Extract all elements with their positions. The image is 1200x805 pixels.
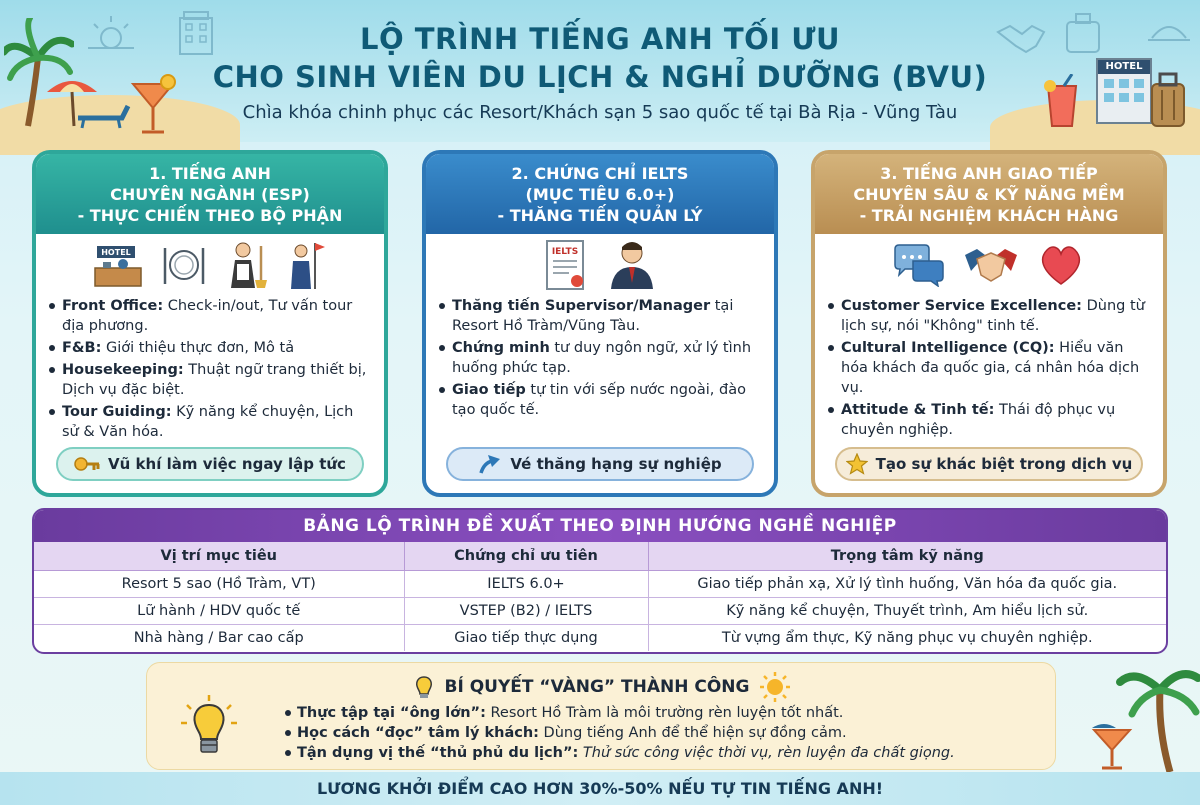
plate-cutlery-icon: [161, 242, 207, 288]
card-esp-pill-label: Vũ khí làm việc ngay lập tức: [108, 455, 346, 473]
card-softskills: [811, 150, 1167, 497]
card-ielts-bullets: [426, 296, 774, 420]
tips-list: [297, 703, 955, 763]
table-cell: Giao tiếp thực dụng: [404, 624, 648, 651]
card-ielts-title-line2: (MỤC TIÊU 6.0+): [525, 184, 675, 204]
housekeeper-icon: [225, 240, 269, 290]
list-item: Attitude & Tinh tế: Thái độ phục vụ chuyên nghiệp.: [841, 400, 1153, 440]
heart-icon: [1037, 244, 1085, 286]
card-esp-pill: [56, 447, 364, 481]
list-item: Front Office: Check-in/out, Tư vấn tour địa phương.: [62, 296, 374, 336]
card-ielts-title-line3: - THĂNG TIẾN QUẢN LÝ: [497, 205, 703, 225]
list-item: Chứng minh tư duy ngôn ngữ, xử lý tình huống phức tạp.: [452, 338, 764, 378]
arrow-up-icon: [478, 453, 502, 475]
card-ielts-icons: [426, 234, 774, 296]
table-row: [34, 570, 1166, 597]
card-softskills-title-line2: CHUYÊN SÂU & KỸ NĂNG MỀM: [853, 184, 1125, 204]
table-cell: VSTEP (B2) / IELTS: [404, 597, 648, 624]
list-item: Học cách “đọc” tâm lý khách: Dùng tiếng Anh để thể hiện sự đồng cảm.: [297, 723, 955, 743]
career-roadmap-table: [32, 508, 1168, 654]
card-esp: [32, 150, 388, 497]
table-header: Chứng chỉ ưu tiên: [404, 542, 648, 570]
list-item: Giao tiếp tự tin với sếp nước ngoài, đào tạo quốc tế.: [452, 380, 764, 420]
ielts-cert-label: IELTS: [551, 247, 579, 257]
table-cell: Resort 5 sao (Hồ Tràm, VT): [34, 570, 404, 597]
card-esp-title: 1. TIẾNG ANH: [149, 163, 271, 183]
page-title-line2: CHO SINH VIÊN DU LỊCH & NGHỈ DƯỠNG (BVU): [212, 60, 988, 94]
table-cell: IELTS 6.0+: [404, 570, 648, 597]
card-esp-title-line2: CHUYÊN NGÀNH (ESP): [110, 184, 310, 204]
chat-bubbles-icon: [893, 243, 945, 287]
ielts-certificate-icon: [543, 239, 589, 291]
card-softskills-icons: [815, 234, 1163, 296]
golden-tips-panel: [146, 662, 1056, 770]
card-ielts-pill: [446, 447, 754, 481]
card-softskills-pill-label: Tạo sự khác biệt trong dịch vụ: [875, 455, 1133, 473]
table-row: [34, 597, 1166, 624]
roadmap-table: [34, 542, 1166, 651]
list-item: Customer Service Excellence: Dùng từ lịch sự, nói "Không" tinh tế.: [841, 296, 1153, 336]
card-esp-bullets: [36, 296, 384, 442]
header-banner: [0, 0, 1200, 142]
card-softskills-bullets: [815, 296, 1163, 440]
table-header: Trọng tâm kỹ năng: [648, 542, 1166, 570]
table-cell: Nhà hàng / Bar cao cấp: [34, 624, 404, 651]
list-item: Tour Guiding: Kỹ năng kể chuyện, Lịch sử & Văn hóa.: [62, 402, 374, 442]
list-item: Housekeeping: Thuật ngữ trang thiết bị, Dịch vụ đặc biệt.: [62, 360, 374, 400]
list-item: Cultural Intelligence (CQ): Hiểu văn hóa khách đa quốc gia, cá nhân hóa dịch vụ.: [841, 338, 1153, 398]
tips-title: BÍ QUYẾT “VÀNG” THÀNH CÔNG: [444, 677, 750, 697]
card-softskills-pill: [835, 447, 1143, 481]
table-row: [34, 624, 1166, 651]
sun-icon: [759, 671, 791, 703]
footer-banner: LƯƠNG KHỞI ĐIỂM CAO HƠN 30%-50% NẾU TỰ TIN TIẾNG ANH!: [0, 772, 1200, 805]
hotel-desk-icon: [93, 242, 143, 288]
page-subtitle: Chìa khóa chinh phục các Resort/Khách sạn 5 sao quốc tế tại Bà Rịa - Vũng Tàu: [242, 102, 958, 123]
list-item: Thăng tiến Supervisor/Manager tại Resort Hồ Tràm/Vũng Tàu.: [452, 296, 764, 336]
manager-icon: [607, 239, 657, 291]
card-esp-header: [36, 154, 384, 234]
star-icon: [846, 453, 868, 475]
table-cell: Từ vựng ẩm thực, Kỹ năng phục vụ chuyên nghiệp.: [721, 629, 1093, 646]
card-esp-icons: [36, 234, 384, 296]
table-cell: Giao tiếp phản xạ, Xử lý tình huống, Văn hóa đa quốc gia.: [648, 570, 1166, 597]
hotel-desk-label: HOTEL: [101, 248, 131, 257]
card-ielts-pill-label: Vé thăng hạng sự nghiệp: [510, 455, 722, 473]
table-header: Vị trí mục tiêu: [34, 542, 404, 570]
tips-title-row: [147, 671, 1057, 703]
table-header-row: [34, 542, 1166, 570]
card-softskills-title-line3: - TRẢI NGHIỆM KHÁCH HÀNG: [859, 205, 1119, 225]
lightbulb-small-icon: [413, 675, 435, 699]
list-item: F&B: Giới thiệu thực đơn, Mô tả: [62, 338, 374, 358]
handshake-icon: [963, 245, 1019, 285]
table-title: BẢNG LỘ TRÌNH ĐỀ XUẤT THEO ĐỊNH HƯỚNG NGHỀ NGHIỆP: [34, 510, 1166, 542]
list-item: Thực tập tại “ông lớn”: Resort Hồ Tràm là môi trường rèn luyện tốt nhất.: [297, 703, 955, 723]
card-esp-title-line3: - THỰC CHIẾN THEO BỘ PHẬN: [77, 205, 343, 225]
table-cell: Kỹ năng kể chuyện, Thuyết trình, Am hiểu lịch sử.: [648, 597, 1166, 624]
card-ielts: [422, 150, 778, 497]
table-cell: Lữ hành / HDV quốc tế: [34, 597, 404, 624]
key-icon: [74, 453, 100, 475]
card-ielts-header: [426, 154, 774, 234]
hotel-sign: HOTEL: [1098, 60, 1150, 74]
page-title-line1: LỘ TRÌNH TIẾNG ANH TỐI ƯU: [360, 22, 840, 56]
list-item: Tận dụng vị thế “thủ phủ du lịch”: Thử sức công việc thời vụ, rèn luyện đa chất giọng.: [297, 745, 955, 761]
card-ielts-title: 2. CHỨNG CHỈ IELTS: [511, 163, 689, 183]
tour-guide-icon: [287, 239, 327, 291]
cocktail-bottom-icon: [1090, 722, 1134, 772]
card-softskills-header: [815, 154, 1163, 234]
card-softskills-title: 3. TIẾNG ANH GIAO TIẾP: [880, 163, 1098, 183]
